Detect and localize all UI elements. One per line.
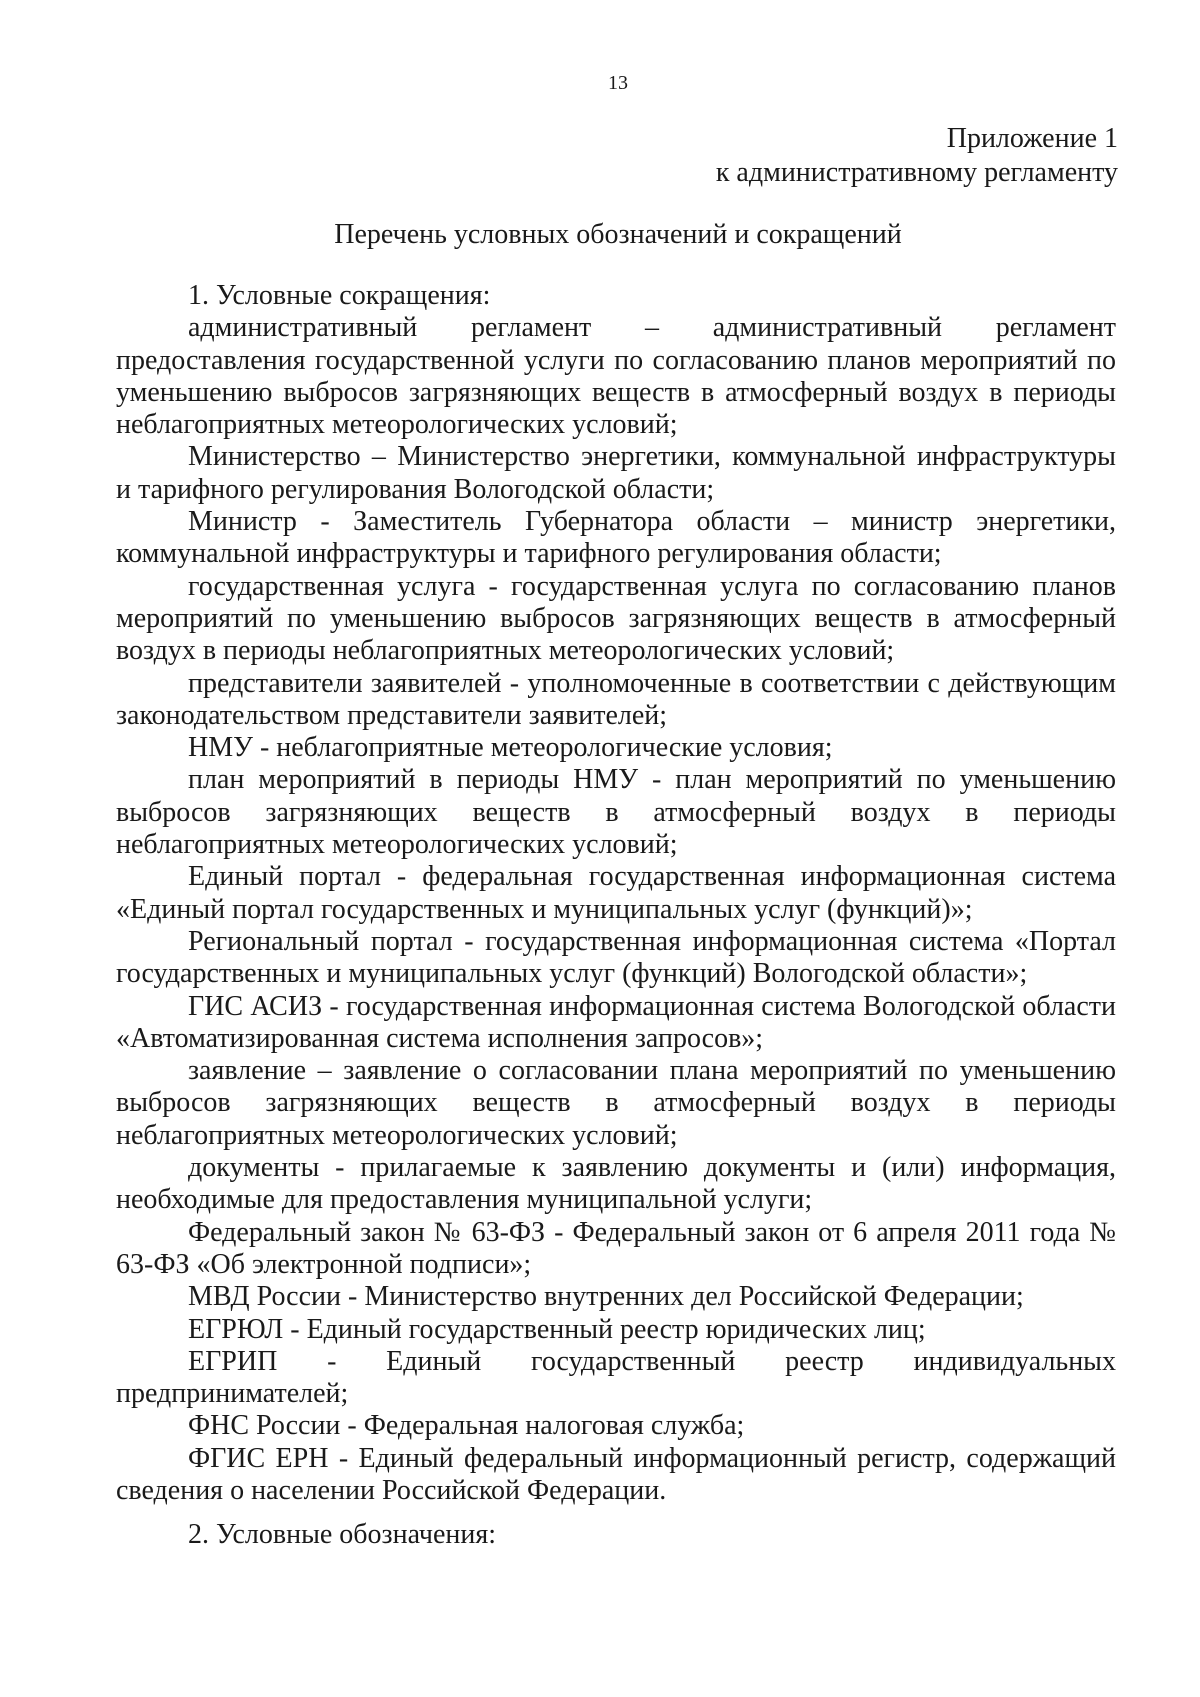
- abbreviation-item: ФГИС ЕРН - Единый федеральный информационный регистр, содержащий сведения о населении Российской Федерации.: [116, 1442, 1116, 1506]
- attachment-line-2: к административному регламенту: [715, 157, 1118, 188]
- abbreviation-item: Министерство – Министерство энергетики, коммунальной инфраструктуры и тарифного регулирования Вологодской области;: [116, 441, 1116, 505]
- abbreviation-item: государственная услуга - государственная услуга по согласованию планов мероприятий по уменьшению выбросов загрязняющих веществ в атмосферный воздух в периоды неблагоприятных метеорологических условий;: [116, 570, 1116, 667]
- abbreviations-section: [116, 280, 1116, 1507]
- abbreviation-item: ФНС России - Федеральная налоговая служба;: [188, 1410, 745, 1442]
- abbreviation-item: Региональный портал - государственная информационная система «Портал государственных и муниципальных услуг (функций) Вологодской области»;: [116, 925, 1116, 990]
- abbreviation-item: представители заявителей - уполномоченные в соответствии с действующим законодательством представители заявителей;: [116, 667, 1116, 731]
- abbreviation-item: ГИС АСИЗ - государственная информационная система Вологодской области «Автоматизированная система исполнения запросов»;: [116, 990, 1116, 1054]
- abbreviation-item: ЕГРЮЛ - Единый государственный реестр юридических лиц;: [188, 1313, 926, 1345]
- page-number: 13: [608, 72, 628, 94]
- abbreviation-item: НМУ - неблагоприятные метеорологические условия;: [188, 732, 833, 764]
- abbreviation-item: МВД России - Министерство внутренних дел Российской Федерации;: [188, 1281, 1024, 1313]
- abbreviation-item: документы - прилагаемые к заявлению документы и (или) информация, необходимые для предоставления муниципальной услуги;: [116, 1152, 1116, 1216]
- abbreviation-item: административный регламент – административный регламент предоставления государственной услуги по согласованию планов мероприятий по уменьшению выбросов загрязняющих веществ в атмосферный воздух в периоды неблагоприятных метеорологических условий;: [116, 312, 1116, 441]
- attachment-line-1: Приложение 1: [946, 123, 1118, 154]
- abbreviation-item: заявление – заявление о согласовании плана мероприятий по уменьшению выбросов загрязняющих веществ в атмосферный воздух в периоды неблагоприятных метеорологических условий;: [116, 1055, 1116, 1151]
- attachment-note: [716, 122, 1118, 190]
- abbreviation-item: Министр - Заместитель Губернатора области – министр энергетики, коммунальной инфраструктуры и тарифного регулирования области;: [116, 506, 1116, 570]
- section-2-heading: 2. Условные обозначения:: [188, 1519, 497, 1550]
- abbreviation-item: план мероприятий в периоды НМУ - план мероприятий по уменьшению выбросов загрязняющих веществ в атмосферный воздух в периоды неблагоприятных метеорологических условий;: [116, 764, 1116, 861]
- abbreviation-item: ЕГРИП - Единый государственный реестр индивидуальных предпринимателей;: [116, 1345, 1116, 1410]
- abbreviation-item: Федеральный закон № 63-ФЗ - Федеральный закон от 6 апреля 2011 года № 63-ФЗ «Об электронной подписи»;: [116, 1216, 1116, 1280]
- section-1-heading: 1. Условные сокращения:: [188, 280, 491, 311]
- abbreviation-item: Единый портал - федеральная государственная информационная система «Единый портал государственных и муниципальных услуг (функций)»;: [116, 861, 1116, 925]
- document-title: Перечень условных обозначений и сокращений: [334, 219, 902, 250]
